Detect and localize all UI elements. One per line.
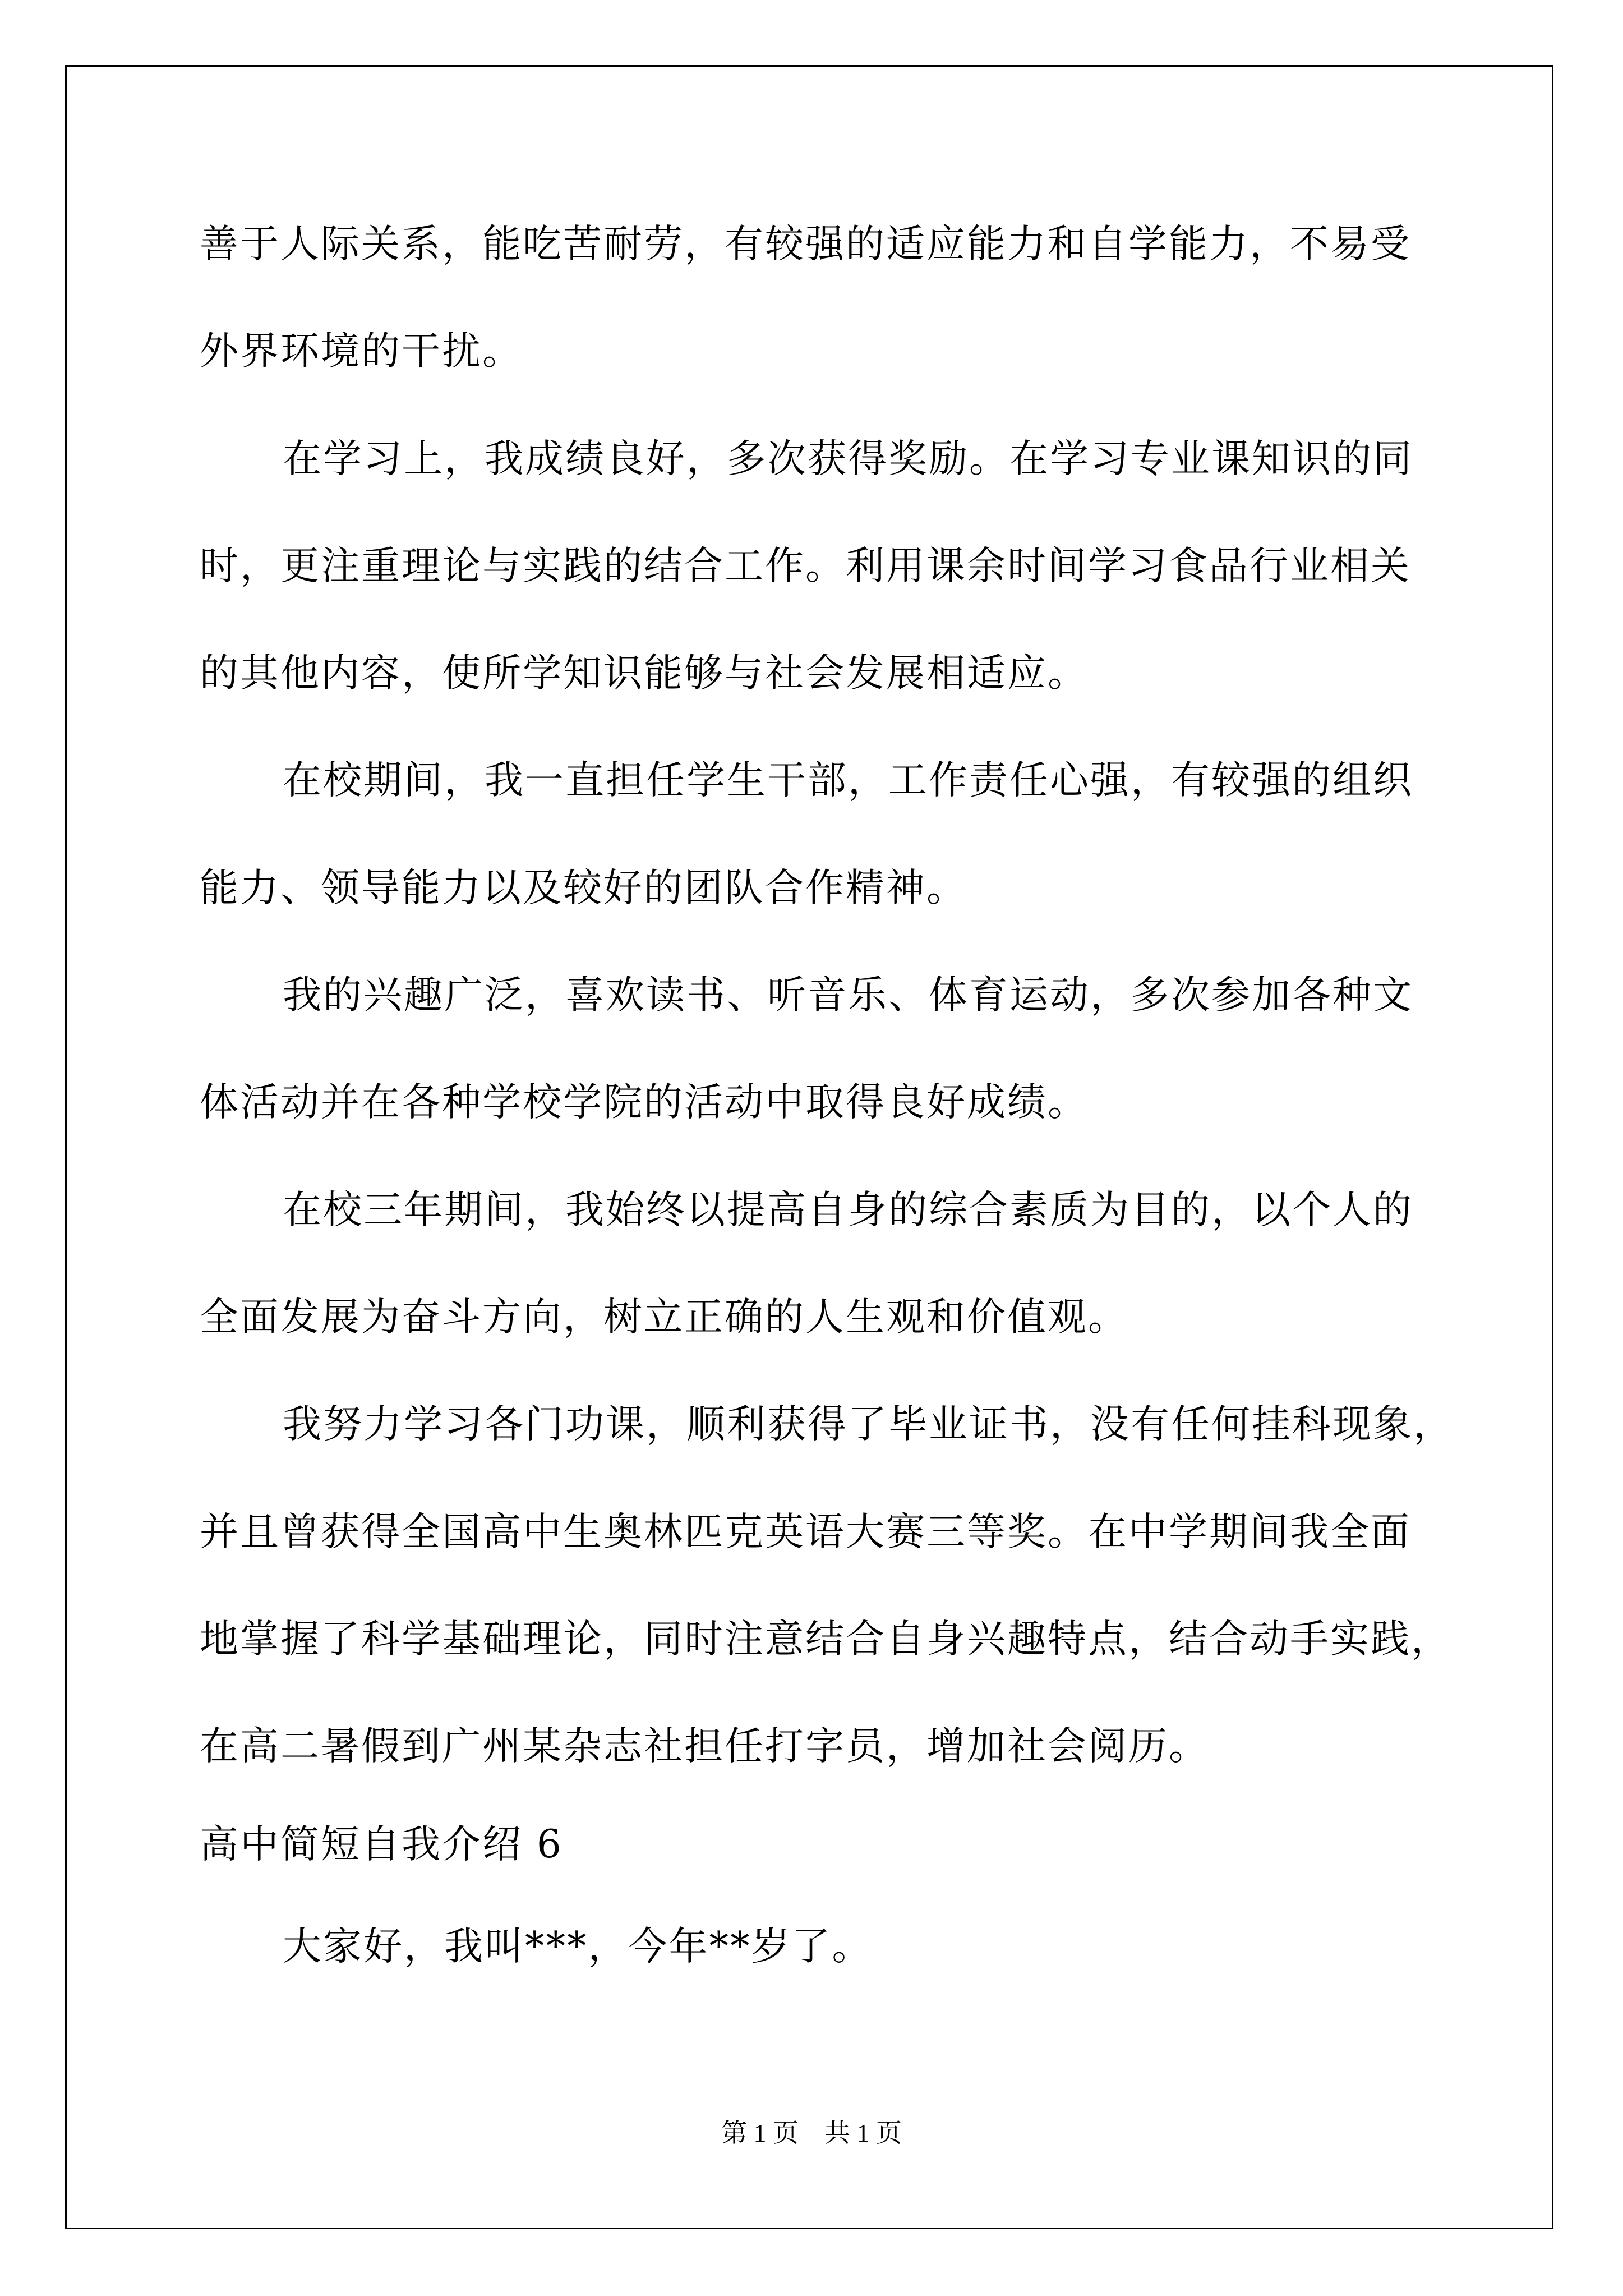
text-line: 能力、领导能力以及较好的团队合作精神。	[200, 866, 967, 910]
text-line: 外界环境的干扰。	[200, 329, 523, 374]
text-line: 并且曾获得全国高中生奥林匹克英语大赛三等奖。在中学期间我全面	[200, 1510, 1411, 1554]
text-line: 地掌握了科学基础理论，同时注意结合自身兴趣特点，结合动手实践，	[200, 1617, 1451, 1662]
page-number-footer: 第 1 页 共 1 页	[721, 2119, 902, 2147]
text-line: 善于人际关系，能吃苦耐劳，有较强的适应能力和自学能力，不易受	[200, 222, 1411, 266]
text-line: 体活动并在各种学校学院的活动中取得良好成绩。	[200, 1080, 1088, 1125]
text-line: 的其他内容，使所学知识能够与社会发展相适应。	[200, 651, 1088, 696]
text-line: 时，更注重理论与实践的结合工作。利用课余时间学习食品行业相关	[200, 544, 1411, 588]
paragraph-start-line: 在学习上，我成绩良好，多次获得奖励。在学习专业课知识的同	[283, 436, 1413, 481]
page-border	[65, 65, 1553, 2229]
text-line: 全面发展为奋斗方向，树立正确的人生观和价值观。	[200, 1295, 1128, 1340]
section-heading: 高中简短自我介绍 6	[200, 1822, 563, 1867]
text-line: 在高二暑假到广州某杂志社担任打字员，增加社会阅历。	[200, 1724, 1209, 1769]
paragraph-start-line: 大家好，我叫***，今年**岁了。	[283, 1924, 873, 1969]
paragraph-start-line: 我的兴趣广泛，喜欢读书、听音乐、体育运动，多次参加各种文	[283, 973, 1413, 1018]
paragraph-start-line: 在校期间，我一直担任学生干部，工作责任心强，有较强的组织	[283, 758, 1413, 803]
paragraph-start-line: 在校三年期间，我始终以提高自身的综合素质为目的，以个人的	[283, 1188, 1413, 1232]
paragraph-start-line: 我努力学习各门功课，顺利获得了毕业证书，没有任何挂科现象，	[283, 1402, 1454, 1447]
